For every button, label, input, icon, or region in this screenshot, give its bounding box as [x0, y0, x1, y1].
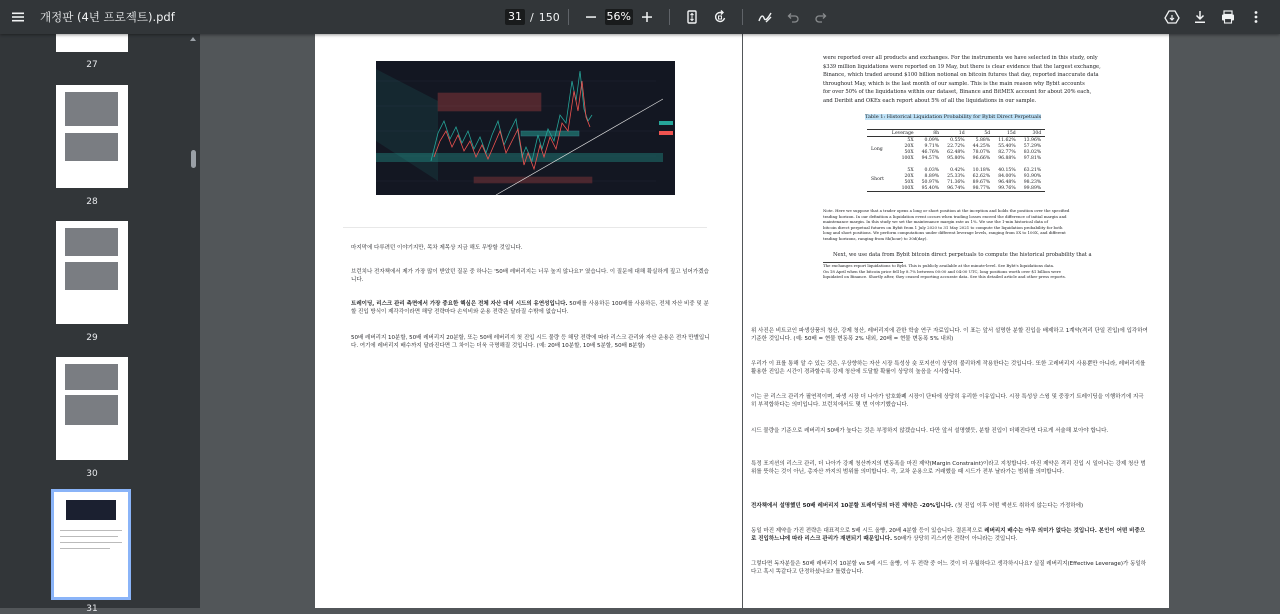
- zoom-out-icon[interactable]: [577, 3, 605, 31]
- page-divider: [343, 227, 707, 228]
- footnotes: The exchanges report liquidations to Bybt. This is publicly available at the minute-level. See Bybt's liquidations data. On 18 April when the bitcoin price fell by 8.7% between 00:00 and 04:00 UTC, long positions worth over $1 billion were liquidated on Binance. Shortly after, they ceased reporting accurate data. See this detailed article and other press reports.: [823, 263, 1067, 280]
- text-line: and Deribit and OKEx each report about 5% of all the liquidations in our sample.: [823, 97, 1037, 104]
- table-row: 100X 95.40% 96.74% 98.77% 99.76% 99.89%: [901, 185, 1042, 191]
- text-line: Binance, which traded around $100 billion notional on bitcoin futures that day, reported inaccurate data: [823, 72, 1099, 79]
- thumbnail-label: 29: [86, 333, 98, 343]
- toolbar-divider: [568, 9, 569, 25]
- undo-icon[interactable]: [779, 3, 807, 31]
- table-header: [867, 130, 888, 137]
- table-row: Short 5X 0.03% 0.42% 10.18% 40.15% 63.21%: [867, 167, 1045, 173]
- table-header: 8h: [933, 130, 940, 136]
- paragraph: 시드 물량을 기준으로 레버리지 50배가 높다는 것은 부정하지 않겠습니다. 다만 앞서 설명했듯, 분할 진입이 더해진다면 다르게 서술해 보아야 합니다.: [751, 428, 1109, 434]
- thumbnail-image: [66, 500, 116, 520]
- row-group-label: Long: [871, 146, 883, 152]
- thumbnail-label: 28: [86, 197, 98, 207]
- menu-icon[interactable]: [4, 3, 32, 31]
- thumbnail-page-30[interactable]: [56, 357, 128, 460]
- zoom-in-icon[interactable]: [633, 3, 661, 31]
- table-row: 20X 8.89% 25.33% 62.62% 84.00% 93.90%: [904, 173, 1042, 179]
- total-pages: 150: [538, 10, 560, 24]
- paragraph: [351, 300, 711, 316]
- thumbnail-image: [65, 92, 118, 126]
- paragraph: 우리가 이 표를 통해 알 수 있는 것은, 우상향하는 자산 시장 특성상 숏 포지션이 상당히 불리하게 작용한다는 것입니다. 또한 고레버리지 사용뿐만 아니라, 레버리지를 활용한 진입은 시간이 경과할수록 강제 청산에 도달할 확률이 상당히 높음을 시사합니다.: [751, 361, 1146, 375]
- page-number-input[interactable]: 31: [505, 9, 525, 25]
- text-line: $339 million liquidations were reported on 19 May, but there is clear evidence that the largest exchange,: [823, 63, 1101, 70]
- paragraph-text: 50배를 사용하든 100배를 사용하든, 전체 자산 비중 및 분할 진입 방식이 제각각이라면 해당 전략마다 손익비와 운용 전략은 달라질 수밖에 없습니다.: [351, 301, 709, 315]
- thumbnail-label: 31: [86, 604, 98, 614]
- document-title: 개정판 (4년 프로젝트).pdf: [40, 10, 175, 24]
- trading-chart-image: [376, 61, 675, 195]
- table-row: 20X 9.71% 22.72% 44.25% 55.40% 57.29%: [904, 143, 1042, 149]
- paragraph: 위 사진은 비트코인 파생상품의 청산, 강제 청산, 레버리지에 관한 학술 연구 자료입니다. 이 표는 앞서 설명한 분할 진입을 배제하고 1계약(격리 단일 진입)에 입각하여 기준한 것입니다. (예: 50배 = 현물 변동폭 2% 내외, 20배 = 현물 변동폭 5% 내외): [751, 328, 1148, 342]
- scroll-up-arrow-icon[interactable]: [190, 36, 196, 42]
- rotate-icon[interactable]: [706, 3, 734, 31]
- paragraph: 50배 레버리지 10분할, 50배 레버리지 20분할, 또는 50배 레버리지 첫 진입 시드 물량 등 해당 전략에 따라 리스크 관리와 자산 운용은 전자 만별입니다. 여기에 레버리지 배수까지 달라진다면 그 차이는 더욱 극명해질 것입니다. (예: 20배 10분할, 10배 5분할, 50배 8분할): [351, 335, 710, 349]
- thumbnail-image: [65, 228, 118, 256]
- download-icon[interactable]: [1186, 3, 1214, 31]
- toolbar-actions: [1158, 3, 1270, 31]
- paragraph: 전자책에서 설명했던 50배 레버리지 10분할 트레이딩의 마진 제약은 -20%입니다. (첫 진입 이후 어떤 액션도 취하지 않는다는 가정하에): [751, 503, 1084, 509]
- table-header: Leverage: [891, 130, 914, 136]
- redo-icon[interactable]: [807, 3, 835, 31]
- text-line: Next, we use data from Bybit bitcoin direct perpetuals to compute the historical probability that a: [833, 252, 1092, 258]
- more-options-icon[interactable]: [1242, 3, 1270, 31]
- fit-to-page-icon[interactable]: [678, 3, 706, 31]
- paragraph-bold: 트레이딩, 리스크 관리 측면에서 가장 중요한 핵심은 전체 자산 대비 시드의 유연성입니다.: [351, 301, 568, 307]
- thumbnail-label: 30: [86, 469, 98, 479]
- thumbnail-image: [65, 262, 118, 290]
- paragraph: 브런치나 전자책에서 제가 가장 많이 받았던 질문 중 하나는 '50배 레버리지는 너무 높지 않나요?' 였습니다. 이 질문에 대해 확실하게 짚고 넘어가겠습니다.: [351, 269, 709, 283]
- table-row: 50X 50.97% 71.36% 89.67% 96.48% 98.23%: [904, 179, 1042, 185]
- save-to-drive-icon[interactable]: [1158, 3, 1186, 31]
- table-row: Long 5X 0.09% 0.55% 5.88% 11.62% 13.96%: [867, 137, 1045, 144]
- thumbnail-page-28[interactable]: [56, 85, 128, 188]
- table-caption: [865, 113, 1041, 122]
- paragraph: 이는 곧 리스크 관리가 필연적이며, 파생 시장 더 나아가 암호화폐 시장이 단타에 상당히 유리한 이유입니다. 시장 특성상 스윙 및 중장기 트레이딩을 이행하기에 지극히 부적합하다는 의미입니다. 브런치에서도 몇 번 이야기했습니다.: [751, 394, 1144, 408]
- page-navigation: [505, 5, 835, 29]
- thumbnail-sidebar: [0, 34, 200, 614]
- toolbar-divider: [669, 9, 670, 25]
- intro-text: [823, 54, 1113, 106]
- pdf-toolbar: [0, 0, 1280, 34]
- paragraph: 마지막에 다루려던 이야기지만, 목차 제목상 지금 해도 무방할 것입니다.: [351, 245, 523, 251]
- annotate-icon[interactable]: [751, 3, 779, 31]
- thumbnail-label: 27: [86, 60, 98, 70]
- sidebar-scrollbar-thumb[interactable]: [191, 150, 196, 168]
- table-row: 50X 46.76% 62.48% 78.07% 82.77% 83.02%: [904, 149, 1042, 155]
- pdf-page-31: [315, 34, 742, 608]
- table-header: 1d: [958, 130, 965, 136]
- table-header: 30d: [1032, 130, 1042, 136]
- table-header: 5d: [984, 130, 991, 136]
- table-row: 100X 94.57% 95.80% 96.66% 96.88% 97.81%: [901, 155, 1042, 161]
- row-group-label: Short: [871, 176, 884, 182]
- page-separator: /: [530, 10, 534, 24]
- paragraph: 특정 포지션의 리스크 관리, 더 나아가 강제 청산까지의 변동폭을 마진 제약(Margin Constraint)이라고 지칭합니다. 마진 제약은 격리 진입 시 일어나는 강제 청산 범위를 뜻하는 것이 아닌, 총자산 까지의 범위를 의미합니다. 즉, 교차 운용으로 거래했을 때 시드가 전부 날라가는 범위를 의미합니다.: [751, 461, 1146, 475]
- paragraph: 동일 마진 제약을 가진 전략은 대표적으로 5배 시드 올빵, 20배 4분할 등이 있습니다. 결론적으로 레버리지 배수는 아무 의미가 없다는 것입니다. 본인이 어떤 비중으로 진입하느냐에 따라 리스크 관리가 재편되기 때문입니다. 50배가 상당히 리스키한 전략이 아니라는 것입니다.: [751, 528, 1146, 542]
- thumbnail-page-31-selected[interactable]: [54, 492, 128, 597]
- thumbnail-image: [65, 364, 118, 390]
- thumbnail-page-29[interactable]: [56, 221, 128, 324]
- document-viewer[interactable]: [200, 34, 1280, 608]
- text-line: were reported over all products and exchanges. For the instruments we have selected in this study, only: [823, 55, 1098, 61]
- toolbar-divider: [742, 9, 743, 25]
- sidebar-scrollbar[interactable]: [190, 36, 196, 608]
- pdf-page-32: [743, 34, 1169, 608]
- table-caption-text: Table 1: Historical Liquidation Probability for Bybit Direct Perpetuals: [865, 114, 1042, 120]
- thumbnail-image: [65, 395, 118, 425]
- text-line: for over 50% of the liquidations within our dataset, Binance and BitMEX account for about 20% each,: [823, 89, 1092, 96]
- paragraph: 그렇다면 독자분들은 50배 레버리지 10분할 vs 5배 시드 올빵, 이 두 전략 중 어느 것이 더 우월하다고 생각하시나요? 실질 레버리지(Effective Leverage)가 동일하다고 혹시 똑같다고 단정하셨나요? 틀렸습니다.: [751, 561, 1147, 575]
- table-header: 15d: [1006, 130, 1016, 136]
- thumbnail-image: [65, 133, 118, 161]
- print-icon[interactable]: [1214, 3, 1242, 31]
- text-line: throughout May, which is the last month of our sample. This is the main reason why Bybit accounts: [823, 80, 1085, 87]
- zoom-level-input[interactable]: 56%: [606, 10, 631, 23]
- table-note: Note. Here we suppose that a trader opens a long or short position at the inception and holds the position over the specified trading horizon. In our definition a liquidation event occurs when trading losses exceed the difference of initial margin and maintenance margin. In this study we set the maintenance margin rate as 1%. We use the 1-min historical data of bitcoin direct perpetual futures on Bybit from 1 July 2020 to 31 May 2021 to compute the liquidation probability for both long and short positions. We perform computations under different leverage levels, ranging from 5X to 100X, and different trading horizons, ranging from 8h(hour) to 30d(day).: [823, 208, 1070, 241]
- liquidation-table: [867, 129, 1045, 192]
